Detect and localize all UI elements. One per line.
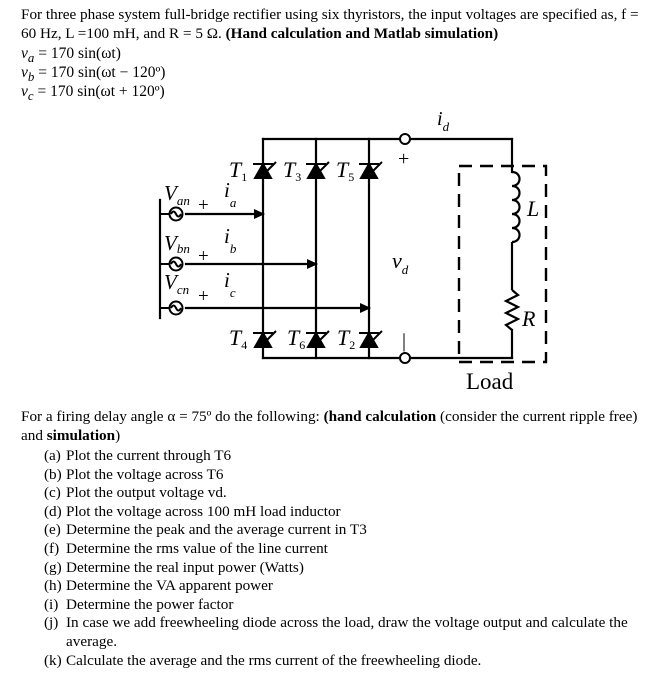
problem-intro-bold: (Hand calculation and Matlab simulation)	[225, 24, 499, 42]
thyristor-icon	[255, 164, 271, 178]
thyristor-label-t2: T2	[337, 325, 356, 352]
task-item: (f) Determine the rms value of the line current	[44, 539, 328, 557]
problem-intro-text: For three phase system full-bridge rectifier using six thyristors, the input voltages are specified as, f = 60 Hz, L =100 mH, and R = 5 Ω.	[21, 6, 639, 42]
minus-sign: |	[402, 330, 407, 352]
thyristor-icon	[308, 333, 324, 347]
task-item: (k) Calculate the average and the rms current of the freewheeling diode.	[44, 651, 482, 669]
tasks-intro: For a firing delay angle α = 75º do the following: (hand calculation (consider the current ripple free) and simulation)	[21, 408, 638, 444]
thyristor-label-t3: T3	[283, 157, 302, 184]
thyristor-label-t4: T4	[229, 325, 248, 352]
thyristor-icon	[361, 164, 377, 178]
terminal-negative	[400, 353, 410, 363]
plus-sign: +	[198, 246, 209, 267]
thyristor-icon	[308, 164, 324, 178]
plus-sign: +	[198, 195, 209, 216]
source-b-voltage: Vbn	[164, 231, 190, 256]
source-a-voltage: $V_{an}$	[164, 181, 190, 208]
task-item: (j) In case we add freewheeling diode across the load, draw the voltage output and calculate the average.	[44, 614, 628, 650]
resistor-icon	[506, 290, 518, 330]
plus-sign: +	[198, 286, 209, 307]
equation-va: $v_a = 170$ sin(ωt)	[21, 45, 121, 66]
task-item: (e) Determine the peak and the average current in T3	[44, 521, 367, 539]
thyristor-label-t6: T6	[287, 325, 306, 352]
source-c-voltage: $V_{cn}$	[164, 270, 190, 297]
inductor-icon	[512, 172, 520, 242]
thyristor-icon	[361, 333, 377, 347]
task-item: (a) Plot the current through T6	[44, 447, 232, 464]
task-item: (h) Determine the VA apparent power	[44, 577, 273, 595]
task-item: (c) Plot the output voltage vd.	[44, 484, 227, 502]
thyristor-label-t1: T1	[229, 157, 248, 184]
inductor-label: L	[527, 196, 540, 221]
plus-sign: +	[398, 148, 410, 170]
source-c-current: $i_c$	[224, 268, 236, 300]
task-item: (d) Plot the voltage across 100 mH load inductor	[44, 502, 341, 520]
equation-vc: $v_c = 170$ sin(ωt + 120º)	[21, 83, 165, 104]
output-voltage-label: $v_d$	[392, 248, 409, 277]
equation-vb: $v_b = 170$ sin(ωt − 120º)	[21, 64, 166, 85]
task-item: (i) Determine the power factor	[44, 595, 234, 613]
resistor-label: R	[522, 306, 536, 331]
thyristor-icon	[255, 333, 271, 347]
task-list	[44, 447, 644, 670]
source-b-current: $i_b$	[224, 224, 237, 256]
load-label: Load	[466, 369, 514, 394]
task-item: (b) Plot the voltage across T6	[44, 465, 224, 483]
output-current-label: $i_d$	[437, 108, 450, 134]
task-item: (g) Determine the real input power (Watts)	[44, 558, 304, 576]
source-a-current: $i_a$	[224, 178, 237, 210]
thyristor-label-t5: T5	[336, 157, 355, 184]
terminal-positive	[400, 134, 410, 144]
